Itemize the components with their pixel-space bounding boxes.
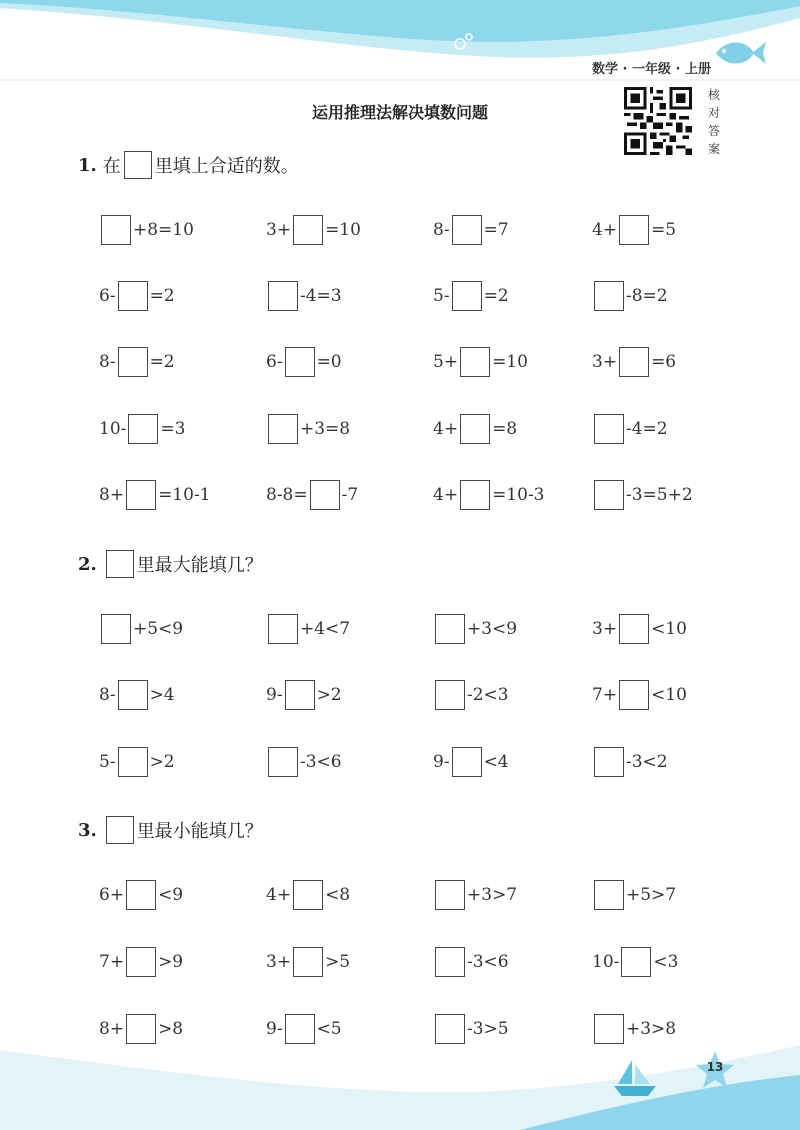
problem-row <box>0 679 800 713</box>
problem-item: +5>7 <box>592 879 676 911</box>
problem-item: 9- <4 <box>433 746 509 778</box>
qr-code-icon[interactable] <box>624 87 692 155</box>
problem-item: -3<6 <box>266 746 342 778</box>
answer-box[interactable] <box>101 614 131 644</box>
problem-item: 4+ <8 <box>266 879 350 911</box>
answer-box[interactable] <box>293 215 323 245</box>
problem-item: 5+ =10 <box>433 346 528 378</box>
problem-item: +3<9 <box>433 613 517 645</box>
answer-box[interactable] <box>452 215 482 245</box>
problem-item: 4+ =5 <box>592 214 676 246</box>
problem-item: 3+ =6 <box>592 346 676 378</box>
problem-row <box>0 879 800 913</box>
answer-box[interactable] <box>619 614 649 644</box>
problem-item: 8- =2 <box>99 346 175 378</box>
problem-row <box>0 746 800 780</box>
problem-item: +3=8 <box>266 413 350 445</box>
section-number: 1. <box>78 154 97 176</box>
problem-row <box>0 479 800 513</box>
answer-box[interactable] <box>594 747 624 777</box>
problem-item: -4=3 <box>266 280 342 312</box>
bubble-icon <box>452 30 476 54</box>
problem-item: +3>8 <box>592 1013 676 1045</box>
problem-row <box>0 346 800 380</box>
page-title: 运用推理法解决填数问题 <box>311 103 488 122</box>
problem-item: -3<6 <box>433 946 509 978</box>
section-heading-text: 在 <box>102 156 121 177</box>
footer-wave <box>0 1030 800 1130</box>
answer-box[interactable] <box>310 480 340 510</box>
problem-item: 9- <5 <box>266 1013 342 1045</box>
problem-item: 10- =3 <box>99 413 185 445</box>
problem-item: 5- =2 <box>433 280 509 312</box>
answer-box[interactable] <box>285 347 315 377</box>
answer-box[interactable] <box>594 880 624 910</box>
answer-box[interactable] <box>293 880 323 910</box>
problem-item: 7+ >9 <box>99 946 183 978</box>
answer-box[interactable] <box>293 947 323 977</box>
problem-item: 6+ <9 <box>99 879 183 911</box>
answer-box[interactable] <box>594 281 624 311</box>
problem-item: 3+ <10 <box>592 613 687 645</box>
example-box <box>106 550 134 578</box>
answer-box[interactable] <box>460 414 490 444</box>
check-answer-label: 核 对 答 案 <box>707 88 720 156</box>
answer-box[interactable] <box>268 747 298 777</box>
section-heading-text: 里最小能填几？ <box>136 821 263 842</box>
problem-item: 5- >2 <box>99 746 175 778</box>
sailboat-icon <box>612 1056 658 1098</box>
section-2-heading <box>78 548 263 580</box>
problem-item: +3>7 <box>433 879 517 911</box>
answer-box[interactable] <box>118 281 148 311</box>
problem-item: 8+ =10-1 <box>99 479 211 511</box>
problem-item: 8-8= -7 <box>266 479 358 511</box>
answer-box[interactable] <box>268 281 298 311</box>
problem-item: +5<9 <box>99 613 183 645</box>
answer-box[interactable] <box>118 347 148 377</box>
section-number: 2. <box>78 553 97 575</box>
problem-item: -4=2 <box>592 413 668 445</box>
answer-box[interactable] <box>452 747 482 777</box>
problem-item: 10- <3 <box>592 946 678 978</box>
problem-item: +8=10 <box>99 214 194 246</box>
answer-box[interactable] <box>619 680 649 710</box>
answer-box[interactable] <box>285 680 315 710</box>
problem-item: -2<3 <box>433 679 509 711</box>
answer-box[interactable] <box>621 947 651 977</box>
problem-item: 3+ >5 <box>266 946 350 978</box>
answer-box[interactable] <box>126 480 156 510</box>
answer-box[interactable] <box>128 414 158 444</box>
problem-item: 6- =0 <box>266 346 342 378</box>
problem-item: -8=2 <box>592 280 668 312</box>
problem-row <box>0 280 800 314</box>
problem-item: -3>5 <box>433 1013 509 1045</box>
section-3-heading <box>78 814 263 846</box>
answer-box[interactable] <box>118 747 148 777</box>
section-number: 3. <box>78 819 97 841</box>
page-number: 13 <box>706 1060 724 1074</box>
problem-row <box>0 214 800 248</box>
problem-item: 6- =2 <box>99 280 175 312</box>
problem-item: 3+ =10 <box>266 214 361 246</box>
problem-row <box>0 946 800 980</box>
answer-box[interactable] <box>435 680 465 710</box>
problem-item: 8- =7 <box>433 214 509 246</box>
problem-item: -3=5+2 <box>592 479 693 511</box>
answer-box[interactable] <box>460 480 490 510</box>
answer-box[interactable] <box>435 880 465 910</box>
problem-item: 8+ >8 <box>99 1013 183 1045</box>
example-box <box>106 816 134 844</box>
fish-icon <box>712 36 768 70</box>
example-box <box>124 151 152 179</box>
answer-box[interactable] <box>101 215 131 245</box>
problem-item: 4+ =10-3 <box>433 479 545 511</box>
answer-box[interactable] <box>268 414 298 444</box>
answer-box[interactable] <box>452 281 482 311</box>
problem-row <box>0 413 800 447</box>
answer-box[interactable] <box>619 347 649 377</box>
section-1-heading <box>78 149 299 181</box>
problem-item: 7+ <10 <box>592 679 687 711</box>
answer-box[interactable] <box>435 614 465 644</box>
answer-box[interactable] <box>594 414 624 444</box>
answer-box[interactable] <box>126 880 156 910</box>
answer-box[interactable] <box>460 347 490 377</box>
answer-box[interactable] <box>118 680 148 710</box>
problem-item: 9- >2 <box>266 679 342 711</box>
problem-item: 4+ =8 <box>433 413 517 445</box>
answer-box[interactable] <box>268 614 298 644</box>
problem-item: +4<7 <box>266 613 350 645</box>
section-heading-text: 里最大能填几？ <box>136 555 263 576</box>
answer-box[interactable] <box>435 947 465 977</box>
answer-box[interactable] <box>594 480 624 510</box>
section-heading-text: 里填上合适的数。 <box>154 156 299 177</box>
problem-item: -3<2 <box>592 746 668 778</box>
answer-box[interactable] <box>126 947 156 977</box>
subject-header: 数学 · 一年级 · 上册 <box>592 62 711 77</box>
answer-box[interactable] <box>619 215 649 245</box>
problem-row <box>0 613 800 647</box>
problem-item: 8- >4 <box>99 679 175 711</box>
